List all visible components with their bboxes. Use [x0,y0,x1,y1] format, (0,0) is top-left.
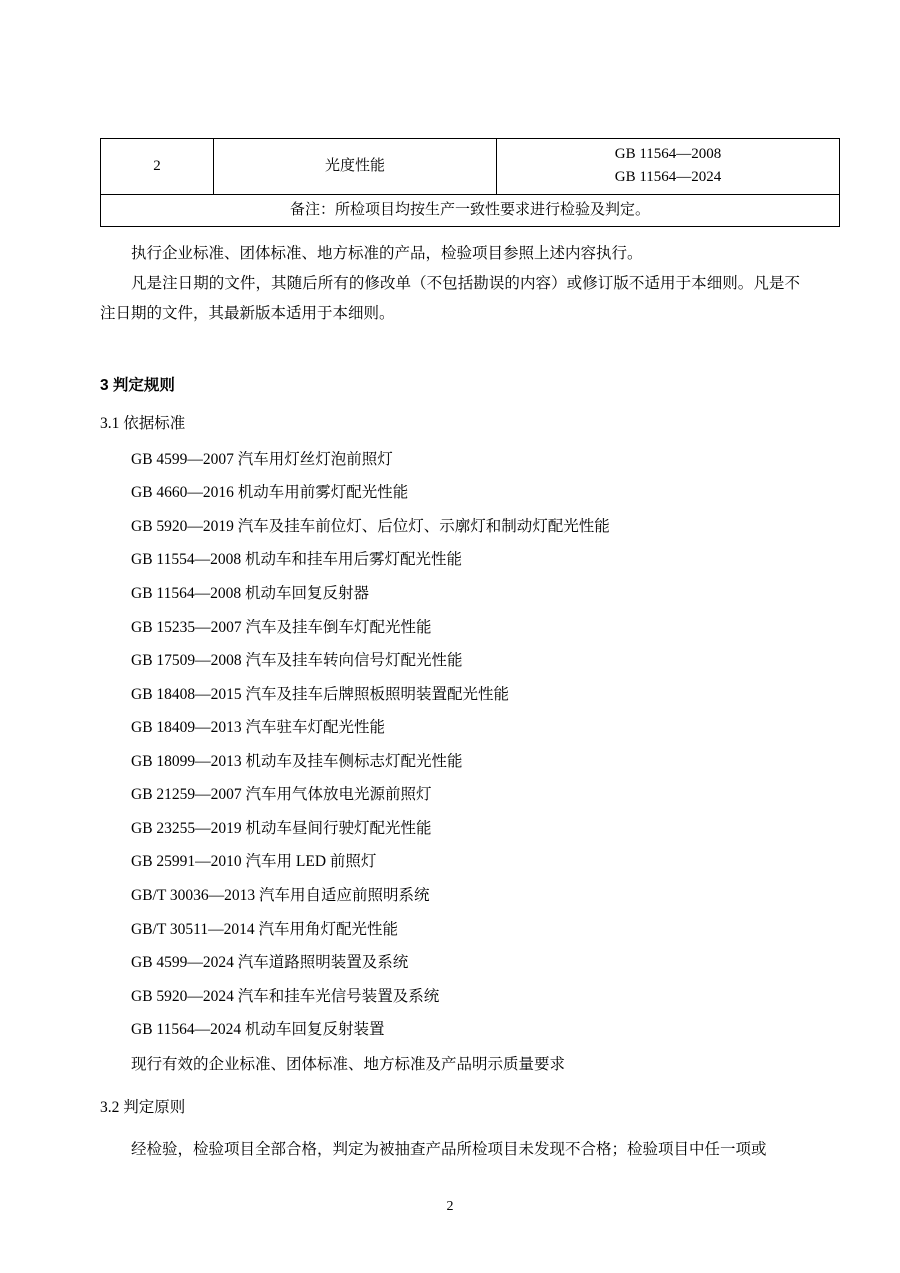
list-item: GB 25991—2010 汽车用 LED 前照灯 [131,853,377,871]
intro-paragraphs [100,239,800,330]
page-number: 2 [446,1199,454,1214]
list-item: GB 18409—2013 汽车驻车灯配光性能 [131,719,386,737]
paragraph-dated-documents: 凡是注日期的文件，其随后所有的修改单（不包括勘误的内容）或修订版不适用于本细则。凡是不注日期的文件，其最新版本适用于本细则。 [100,274,800,323]
list-item: GB 5920—2019 汽车及挂车前位灯、后位灯、示廓灯和制动灯配光性能 [131,517,610,535]
inspection-items-table [100,138,840,227]
list-item: GB 11564—2008 机动车回复反射器 [131,585,369,603]
list-item: GB 11564—2024 机动车回复反射装置 [131,1021,385,1039]
list-item: GB/T 30511—2014 汽车用角灯配光性能 [131,920,398,938]
row-number-cell: 2 [101,139,214,195]
standard-line-2: GB 11564—2024 [614,169,722,186]
list-item: GB 5920—2024 汽车和挂车光信号装置及系统 [131,987,440,1005]
section-heading-rules: 3 判定规则 [100,377,175,395]
list-item: GB 18408—2015 汽车及挂车后牌照板照明装置配光性能 [131,685,510,703]
standard-line-1: GB 11564—2008 [614,146,722,162]
table-body [101,139,840,227]
list-item: GB 18099—2013 机动车及挂车侧标志灯配光性能 [131,752,463,770]
paragraph-judgment-principle: 经检验，检验项目全部合格，判定为被抽查产品所检项目未发现不合格；检验项目中任一项或 [131,1140,767,1158]
paragraph-enterprise-standards: 执行企业标准、团体标准、地方标准的产品，检验项目参照上述内容执行。 [131,244,643,262]
row-standard-cell [497,139,840,195]
table-row [101,139,840,195]
list-item: GB 23255—2019 机动车昼间行驶灯配光性能 [131,819,432,837]
list-item: GB 21259—2007 汽车用气体放电光源前照灯 [131,786,432,804]
list-item: GB 17509—2008 汽车及挂车转向信号灯配光性能 [131,652,463,670]
row-item-cell: 光度性能 [214,139,497,195]
list-item: GB 4599—2024 汽车道路照明装置及系统 [131,954,409,972]
table-note-cell: 备注：所检项目均按生产一致性要求进行检验及判定。 [101,194,840,226]
standards-list [100,443,800,1047]
list-item: GB/T 30036—2013 汽车用自适应前照明系统 [131,886,430,904]
standards-tail-note: 现行有效的企业标准、团体标准、地方标准及产品明示质量要求 [131,1055,566,1073]
list-item: GB 11554—2008 机动车和挂车用后雾灯配光性能 [131,551,462,569]
list-item: GB 4599—2007 汽车用灯丝灯泡前照灯 [131,450,393,468]
subsection-heading-standards: 3.1 依据标准 [100,415,186,433]
list-item: GB 4660—2016 机动车用前雾灯配光性能 [131,484,409,502]
list-item: GB 15235—2007 汽车及挂车倒车灯配光性能 [131,618,432,636]
subsection-heading-principles: 3.2 判定原则 [100,1099,186,1117]
table-note-row [101,194,840,226]
